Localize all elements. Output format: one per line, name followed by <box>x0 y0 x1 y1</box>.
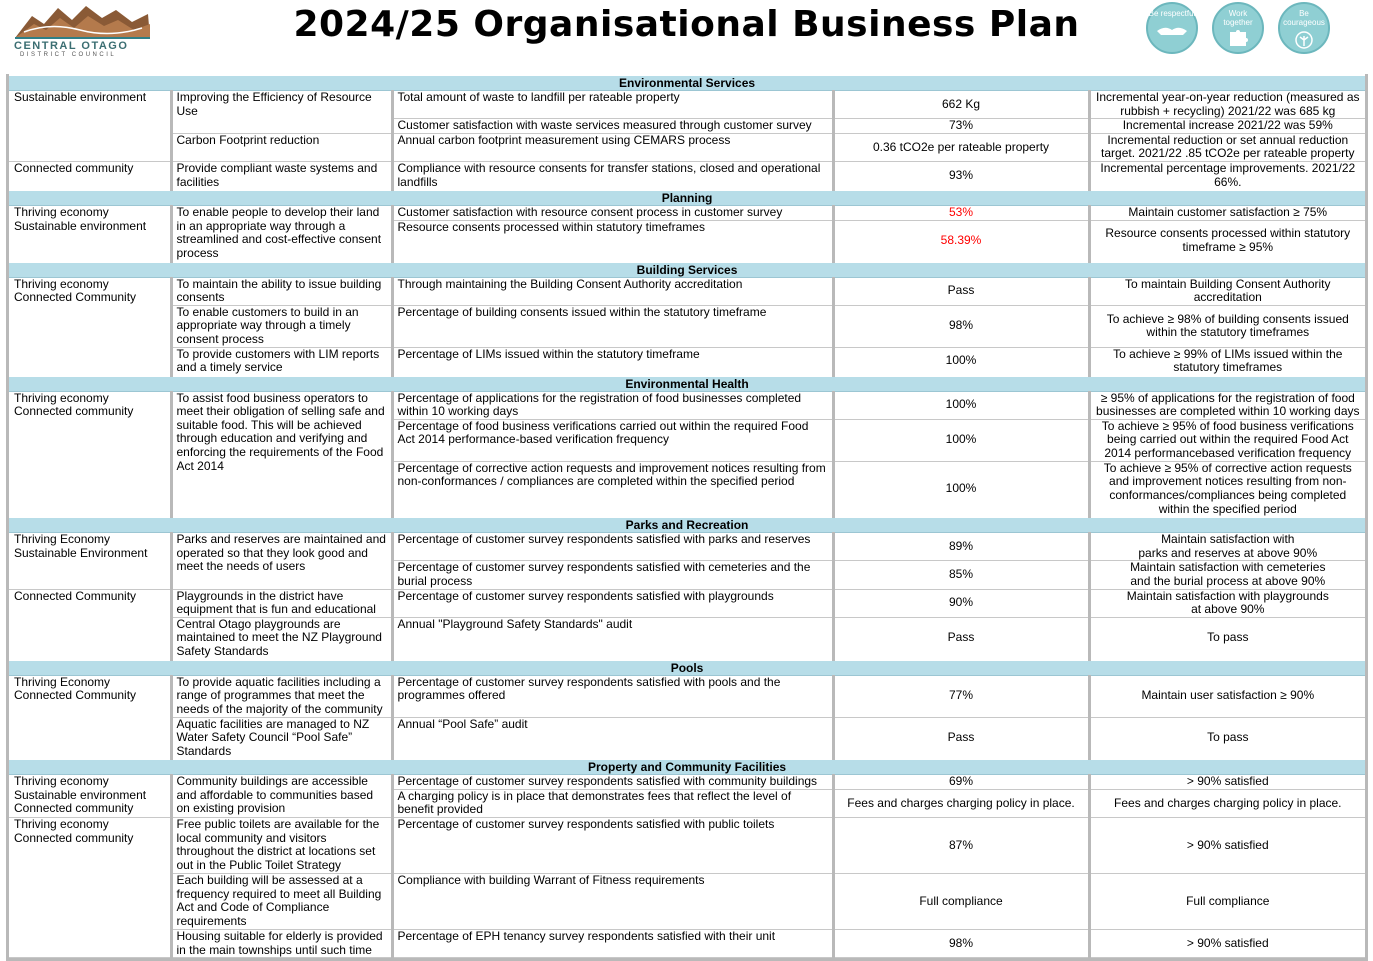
table-row <box>9 391 1365 419</box>
result-cell: 0.36 tCO2e per rateable property <box>833 133 1089 161</box>
outcome-cell <box>9 391 171 517</box>
objective-cell: Each building will be assessed at a frequency required to meet all Building Act and Code of Compliance requirements <box>171 874 392 930</box>
objective-cell: Aquatic facilities are managed to NZ Water Safety Council “Pool Safe” Standards <box>171 717 392 759</box>
section-header <box>9 262 1365 278</box>
puzzle-icon <box>1228 30 1248 48</box>
target-cell <box>1089 589 1365 617</box>
section-header <box>9 759 1365 775</box>
section-title: Planning <box>9 190 1365 206</box>
outcome-line: Thriving economy <box>14 817 109 832</box>
outcome-line: Thriving economy <box>14 277 109 291</box>
outcome-cell: Sustainable environment <box>9 91 171 162</box>
objective-cell: Carbon Footprint reduction <box>171 133 392 161</box>
result-cell: 53% <box>833 206 1089 221</box>
result-cell: Pass <box>833 617 1089 659</box>
target-cell: Fees and charges charging policy in place. <box>1089 789 1365 817</box>
result-cell: 73% <box>833 119 1089 134</box>
target-line: Maintain satisfaction with cemeteries <box>1130 560 1326 575</box>
value-badge-courageous <box>1278 2 1330 54</box>
result-cell: 100% <box>833 419 1089 461</box>
objective-cell: Parks and reserves are maintained and operated so that they look good and meet the needs of users <box>171 533 392 589</box>
section-header <box>9 190 1365 206</box>
table-row <box>9 161 1365 190</box>
page-header <box>0 0 1373 72</box>
target-cell: To pass <box>1089 717 1365 759</box>
table-row <box>9 347 1365 376</box>
section-title: Building Services <box>9 262 1365 278</box>
outcome-line: Sustainable Environment <box>14 545 148 560</box>
target-cell: Incremental reduction or set annual reduction target. 2021/22 .85 tCO2e per rateable property <box>1089 133 1365 161</box>
table-row <box>9 133 1365 161</box>
section-title: Parks and Recreation <box>9 517 1365 533</box>
target-cell: Maintain user satisfaction ≥ 90% <box>1089 675 1365 717</box>
section-header <box>9 75 1365 91</box>
result-cell: 85% <box>833 561 1089 589</box>
value-badge-respectful <box>1146 2 1198 54</box>
measure-cell: Annual “Pool Safe” audit <box>392 717 833 759</box>
section-header <box>9 376 1365 392</box>
result-cell: 98% <box>833 305 1089 347</box>
value-badge-together <box>1212 2 1264 54</box>
section-title: Environmental Health <box>9 376 1365 392</box>
objective-cell: To provide aquatic facilities including a range of programmes that meet the needs of the majority of the community <box>171 675 392 717</box>
table-row <box>9 675 1365 717</box>
target-cell: To maintain Building Consent Authority accreditation <box>1089 277 1365 305</box>
section-title: Property and Community Facilities <box>9 759 1365 775</box>
objective-cell: Playgrounds in the district have equipment that is fun and educational <box>171 589 392 617</box>
measure-cell: Percentage of EPH tenancy survey respondents satisfied with their unit <box>392 930 833 958</box>
page-title: 2024/25 Organisational Business Plan <box>293 4 1080 45</box>
measure-cell: Annual "Playground Safety Standards" audit <box>392 617 833 659</box>
result-cell: 100% <box>833 461 1089 517</box>
measure-cell: Customer satisfaction with waste services measured through customer survey <box>392 119 833 134</box>
section-title: Environmental Services <box>9 75 1365 91</box>
target-cell: ≥ 95% of applications for the registration of food businesses are completed within 10 working days <box>1089 391 1365 419</box>
measure-cell: Compliance with resource consents for transfer stations, closed and operational landfills <box>392 161 833 190</box>
measure-cell: Through maintaining the Building Consent Authority accreditation <box>392 277 833 305</box>
table-row <box>9 874 1365 930</box>
target-cell <box>1089 561 1365 589</box>
result-cell: Full compliance <box>833 874 1089 930</box>
target-cell: Incremental increase 2021/22 was 59% <box>1089 119 1365 134</box>
measure-cell: Percentage of corrective action requests and improvement notices resulting from non-conformances / compliances are completed within the specified period <box>392 461 833 517</box>
business-plan-table <box>6 74 1368 961</box>
table-row <box>9 206 1365 221</box>
target-line: parks and reserves at above 90% <box>1138 545 1318 560</box>
table-row <box>9 533 1365 561</box>
result-cell: Pass <box>833 717 1089 759</box>
handshake-icon <box>1155 21 1189 37</box>
value-label: Be respectful <box>1148 9 1196 18</box>
target-cell: > 90% satisfied <box>1089 930 1365 958</box>
measure-cell: Percentage of applications for the registration of food businesses completed within 10 working days <box>392 391 833 419</box>
target-cell: Incremental percentage improvements. 2021/22 66%. <box>1089 161 1365 190</box>
result-cell: 58.39% <box>833 220 1089 261</box>
measure-cell: Percentage of food business verifications carried out within the required Food Act 2014 performance-based verification frequency <box>392 419 833 461</box>
table-row <box>9 305 1365 347</box>
target-cell: Full compliance <box>1089 874 1365 930</box>
result-cell: Pass <box>833 277 1089 305</box>
tree-icon <box>1294 30 1314 50</box>
section-title: Pools <box>9 660 1365 676</box>
outcome-line: Thriving Economy <box>14 675 111 689</box>
outcome-cell <box>9 206 171 262</box>
objective-cell: Housing suitable for elderly is provided in the main townships until such time <box>171 930 392 958</box>
table-row <box>9 930 1365 958</box>
target-cell: > 90% satisfied <box>1089 775 1365 790</box>
outcome-cell <box>9 818 171 958</box>
measure-cell: Percentage of customer survey respondents satisfied with pools and the programmes offered <box>392 675 833 717</box>
target-cell: To achieve ≥ 95% of corrective action requests and improvement notices resulting from non-conformances/compliances being completed within the specified period <box>1089 461 1365 517</box>
target-line: at above 90% <box>1191 602 1265 617</box>
measure-cell: Percentage of LIMs issued within the statutory timeframe <box>392 347 833 376</box>
objective-cell: To assist food business operators to meet their obligation of selling safe and suitable food. This will be achieved through education and verifying and enforcing the requirements of the Food Act 2014 <box>171 391 392 517</box>
outcome-line: Thriving Economy <box>14 532 111 547</box>
table-row <box>9 775 1365 790</box>
result-cell: 89% <box>833 533 1089 561</box>
target-line: and the burial process at above 90% <box>1130 573 1326 588</box>
outcome-cell <box>9 533 171 589</box>
measure-cell: Compliance with building Warrant of Fitness requirements <box>392 874 833 930</box>
target-cell: To achieve ≥ 99% of LIMs issued within the statutory timeframes <box>1089 347 1365 376</box>
objective-cell: To provide customers with LIM reports and a timely service <box>171 347 392 376</box>
outcome-line: Connected community <box>14 801 134 816</box>
target-cell: Resource consents processed within statutory timeframe ≥ 95% <box>1089 220 1365 261</box>
target-cell: To achieve ≥ 98% of building consents issued within the statutory timeframes <box>1089 305 1365 347</box>
objective-cell: Free public toilets are available for the local community and visitors throughout the district at locations set out in the Public Toilet Strategy <box>171 818 392 874</box>
result-cell: Fees and charges charging policy in place. <box>833 789 1089 817</box>
target-cell: To pass <box>1089 617 1365 659</box>
logo-text: CENTRAL OTAGO <box>14 40 129 52</box>
outcome-line: Sustainable environment <box>14 218 147 233</box>
measure-cell: Percentage of customer survey respondents satisfied with parks and reserves <box>392 533 833 561</box>
table-row <box>9 589 1365 617</box>
outcome-line: Connected community <box>14 830 134 845</box>
result-cell: 69% <box>833 775 1089 790</box>
outcome-line: Connected community <box>14 404 134 419</box>
target-cell: Incremental year-on-year reduction (measured as rubbish + recycling) 2021/22 was 685 kg <box>1089 91 1365 119</box>
section-header <box>9 517 1365 533</box>
target-cell: To achieve ≥ 95% of food business verifications being carried out within the required Food Act 2014 performancebased verification frequency <box>1089 419 1365 461</box>
value-label: Be courageous <box>1283 9 1325 27</box>
measure-cell: Annual carbon footprint measurement using CEMARS process <box>392 133 833 161</box>
measure-cell: Percentage of customer survey respondents satisfied with community buildings <box>392 775 833 790</box>
objective-cell: To maintain the ability to issue building consents <box>171 277 392 305</box>
measure-cell: Percentage of building consents issued within the statutory timeframe <box>392 305 833 347</box>
table-row <box>9 818 1365 874</box>
value-label: Work together <box>1223 9 1253 27</box>
objective-cell: Central Otago playgrounds are maintained to meet the NZ Playground Safety Standards <box>171 617 392 659</box>
result-cell: 100% <box>833 391 1089 419</box>
measure-cell: Customer satisfaction with resource consent process in customer survey <box>392 206 833 221</box>
target-line: Maintain satisfaction with playgrounds <box>1126 589 1329 603</box>
objective-cell: Provide compliant waste systems and facilities <box>171 161 392 190</box>
measure-cell: Total amount of waste to landfill per rateable property <box>392 91 833 119</box>
table-row <box>9 277 1365 305</box>
result-cell: 100% <box>833 347 1089 376</box>
table-row <box>9 617 1365 659</box>
outcome-cell <box>9 775 171 818</box>
table-row <box>9 717 1365 759</box>
measure-cell: Percentage of customer survey respondents satisfied with public toilets <box>392 818 833 874</box>
outcome-line: Connected Community <box>14 688 137 703</box>
outcome-cell: Connected community <box>9 161 171 190</box>
result-cell: 93% <box>833 161 1089 190</box>
target-line: Maintain satisfaction with <box>1161 532 1295 547</box>
table-row <box>9 91 1365 119</box>
outcome-line: Thriving economy <box>14 774 109 789</box>
objective-cell: Community buildings are accessible and affordable to communities based on existing provision <box>171 775 392 818</box>
objective-cell: To enable customers to build in an appropriate way through a timely consent process <box>171 305 392 347</box>
outcome-line: Connected Community <box>14 290 137 305</box>
result-cell: 90% <box>833 589 1089 617</box>
section-header <box>9 660 1365 676</box>
result-cell: 87% <box>833 818 1089 874</box>
outcome-cell <box>9 277 171 376</box>
outcome-line: Thriving economy <box>14 205 109 220</box>
measure-cell: Percentage of customer survey respondents satisfied with playgrounds <box>392 589 833 617</box>
target-cell <box>1089 533 1365 561</box>
outcome-cell: Connected Community <box>9 589 171 659</box>
result-cell: 662 Kg <box>833 91 1089 119</box>
outcome-line: Sustainable environment <box>14 787 147 802</box>
outcome-line: Thriving economy <box>14 391 109 405</box>
objective-cell: To enable people to develop their land in an appropriate way through a streamlined and cost-effective consent process <box>171 206 392 262</box>
outcome-cell <box>9 675 171 759</box>
result-cell: 77% <box>833 675 1089 717</box>
logo-subtext: DISTRICT COUNCIL <box>20 52 117 58</box>
measure-cell: A charging policy is in place that demonstrates fees that reflect the level of benefit provided <box>392 789 833 817</box>
measure-cell: Resource consents processed within statutory timeframes <box>392 220 833 261</box>
objective-cell: Improving the Efficiency of Resource Use <box>171 91 392 134</box>
measure-cell: Percentage of customer survey respondents satisfied with cemeteries and the burial process <box>392 561 833 589</box>
result-cell: 98% <box>833 930 1089 958</box>
target-cell: Maintain customer satisfaction ≥ 75% <box>1089 206 1365 221</box>
target-cell: > 90% satisfied <box>1089 818 1365 874</box>
